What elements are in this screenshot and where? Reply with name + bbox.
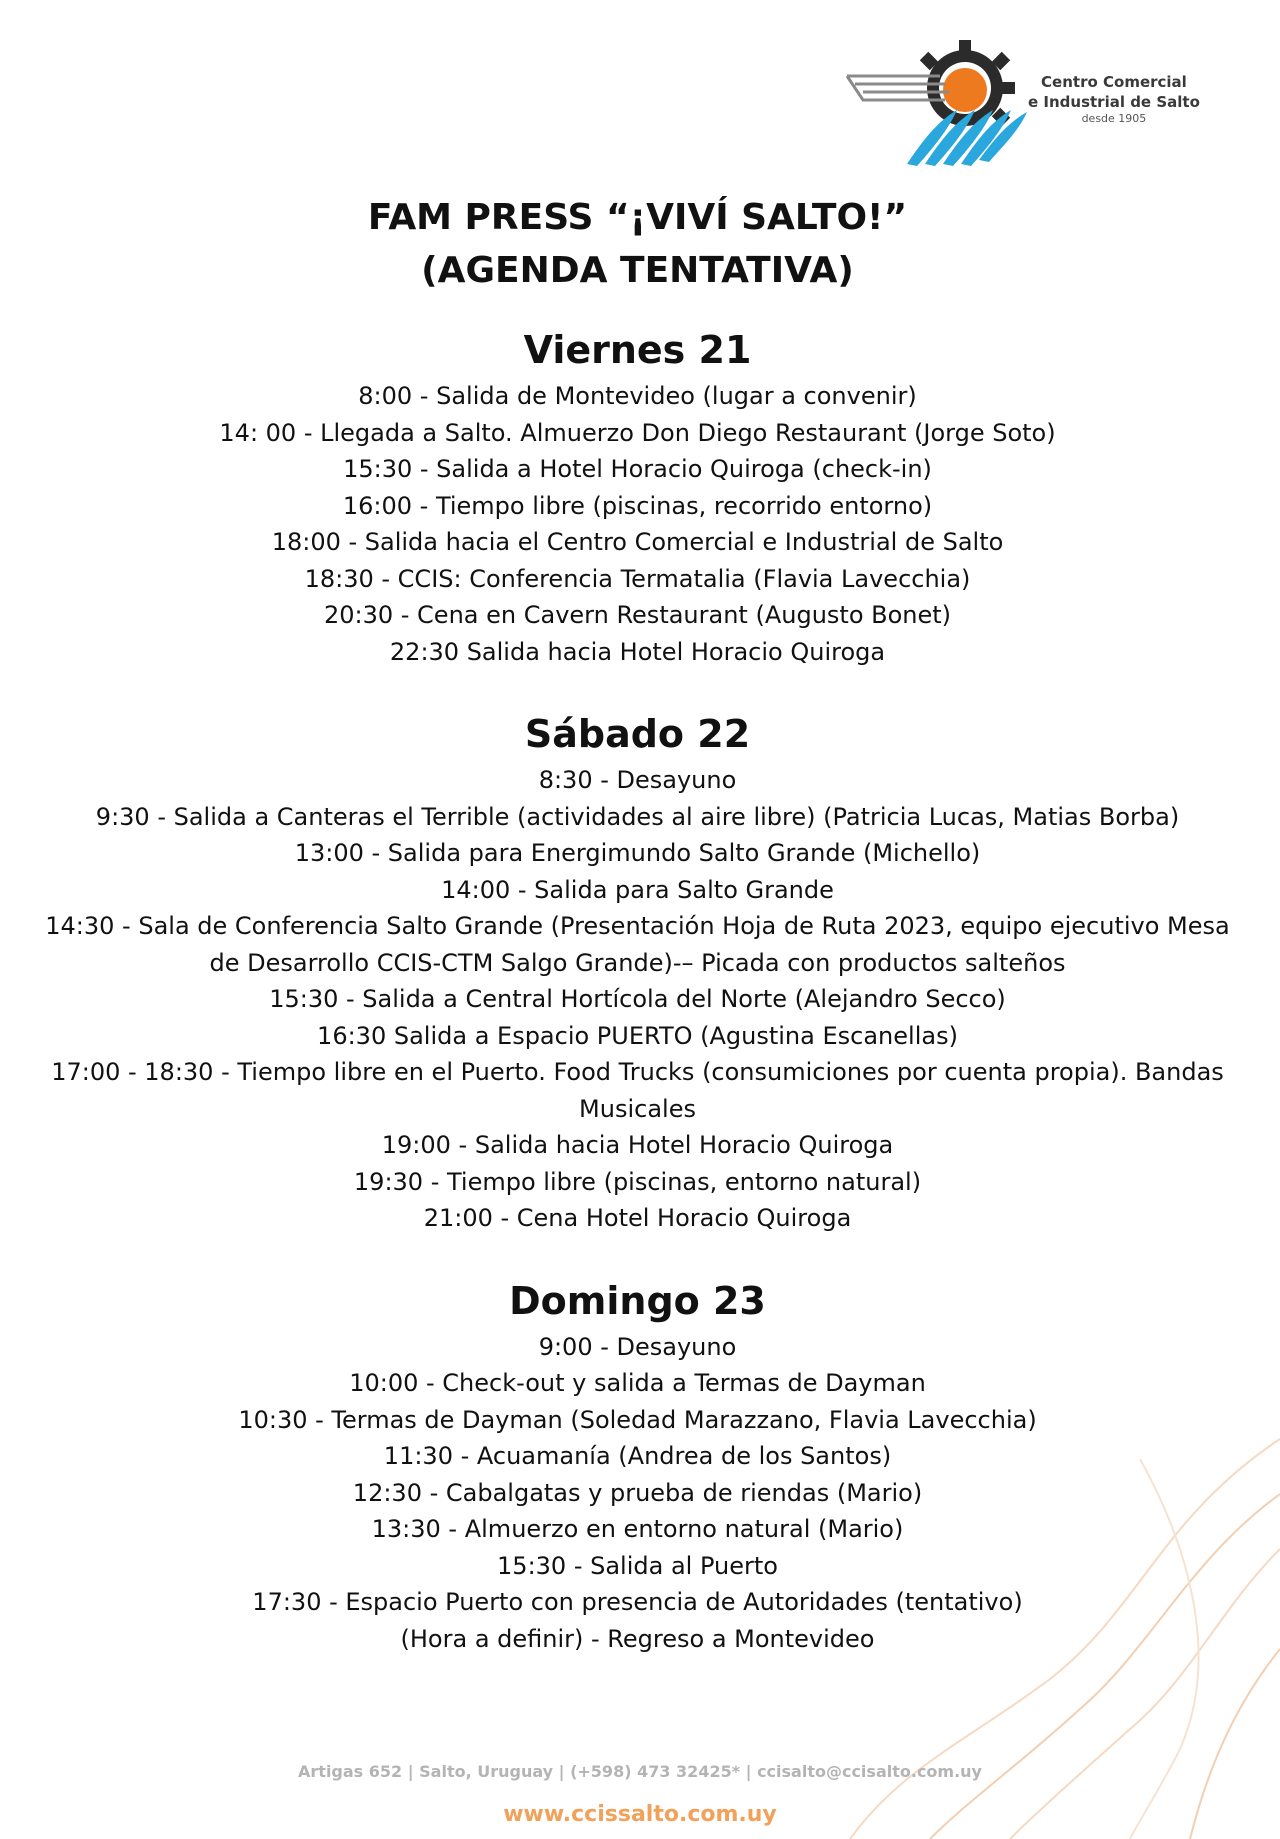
agenda-item: 8:00 - Salida de Montevideo (lugar a convenir)	[358, 382, 917, 410]
day-section-domingo	[30, 1273, 1245, 1658]
agenda-item: 15:30 - Salida a Hotel Horacio Quiroga (check-in)	[343, 455, 932, 483]
agenda-item: 8:30 - Desayuno	[538, 766, 737, 794]
agenda-item: 17:00 - 18:30 - Tiempo libre en el Puerto. Food Trucks (consumiciones por cuenta propia). Bandas Musicales	[51, 1058, 1224, 1123]
logo-line-1: Centro Comercial	[1041, 73, 1187, 91]
agenda-item: 19:00 - Salida hacia Hotel Horacio Quiroga	[381, 1131, 894, 1159]
agenda-item: 16:00 - Tiempo libre (piscinas, recorrido entorno)	[342, 491, 933, 520]
day-heading: Sábado 22	[524, 712, 751, 756]
agenda-item: 13:00 - Salida para Energimundo Salto Grande (Michello)	[294, 839, 981, 867]
agenda-item: 18:30 - CCIS: Conferencia Termatalia (Flavia Lavecchia)	[304, 564, 971, 593]
agenda-list	[30, 378, 1245, 670]
agenda-item: 22:30 Salida hacia Hotel Horacio Quiroga	[389, 637, 886, 666]
company-logo	[845, 40, 1205, 170]
agenda-item: 20:30 - Cena en Cavern Restaurant (Augusto Bonet)	[323, 601, 952, 629]
day-heading: Viernes 21	[523, 328, 752, 372]
agenda-item: 13:30 - Almuerzo en entorno natural (Mario)	[371, 1515, 904, 1543]
agenda-item: 17:30 - Espacio Puerto con presencia de Autoridades (tentativo)	[252, 1588, 1023, 1616]
agenda-item: 21:00 - Cena Hotel Horacio Quiroga	[423, 1204, 852, 1232]
agenda-item: 14:30 - Sala de Conferencia Salto Grande (Presentación Hoja de Ruta 2023, equipo ejecutivo Mesa de Desarrollo CCIS-CTM Salgo Grande)-– Picada con productos salteños	[45, 912, 1230, 977]
document-subtitle: (AGENDA TENTATIVA)	[421, 250, 854, 291]
day-section-viernes	[30, 322, 1245, 670]
agenda-item: 16:30 Salida a Espacio PUERTO (Agustina Escanellas)	[317, 1021, 958, 1050]
agenda-list	[30, 762, 1245, 1237]
agenda-item: 9:30 - Salida a Canteras el Terrible (actividades al aire libre) (Patricia Lucas, Matias Borba)	[95, 802, 1180, 831]
agenda-item: 15:30 - Salida al Puerto	[497, 1551, 778, 1580]
agenda-item: 11:30 - Acuamanía (Andrea de los Santos)	[383, 1442, 892, 1470]
logo-emblem-icon	[845, 40, 1035, 170]
agenda-list	[30, 1329, 1245, 1658]
day-heading: Domingo 23	[509, 1278, 766, 1323]
agenda-item: 14:00 - Salida para Salto Grande	[441, 875, 834, 904]
agenda-item: 12:30 - Cabalgatas y prueba de riendas (Mario)	[352, 1478, 923, 1507]
agenda-content	[30, 192, 1245, 1693]
logo-text	[1028, 72, 1200, 126]
footer-contact: Artigas 652 | Salto, Uruguay | (+598) 473 32425* | ccisalto@ccisalto.com.uy	[298, 1762, 982, 1781]
agenda-item: 18:00 - Salida hacia el Centro Comercial e Industrial de Salto	[271, 528, 1004, 556]
agenda-item: 19:30 - Tiempo libre (piscinas, entorno natural)	[353, 1167, 922, 1196]
document-title: FAM PRESS “¡VIVÍ SALTO!”	[367, 197, 908, 238]
agenda-item: 15:30 - Salida a Central Hortícola del Norte (Alejandro Secco)	[269, 985, 1006, 1013]
agenda-item: 9:00 - Desayuno	[538, 1332, 737, 1361]
logo-since: desde 1905	[1081, 112, 1147, 125]
logo-line-2: e Industrial de Salto	[1028, 93, 1200, 111]
agenda-item: 10:00 - Check-out y salida a Termas de Dayman	[349, 1369, 926, 1397]
agenda-item: 14: 00 - Llegada a Salto. Almuerzo Don Diego Restaurant (Jorge Soto)	[219, 418, 1056, 447]
footer-website-link[interactable]: www.ccissalto.com.uy	[503, 1802, 777, 1827]
day-section-sabado	[30, 706, 1245, 1237]
agenda-item: 10:30 - Termas de Dayman (Soledad Marazzano, Flavia Lavecchia)	[238, 1405, 1037, 1434]
agenda-item: (Hora a definir) - Regreso a Montevideo	[400, 1624, 875, 1653]
